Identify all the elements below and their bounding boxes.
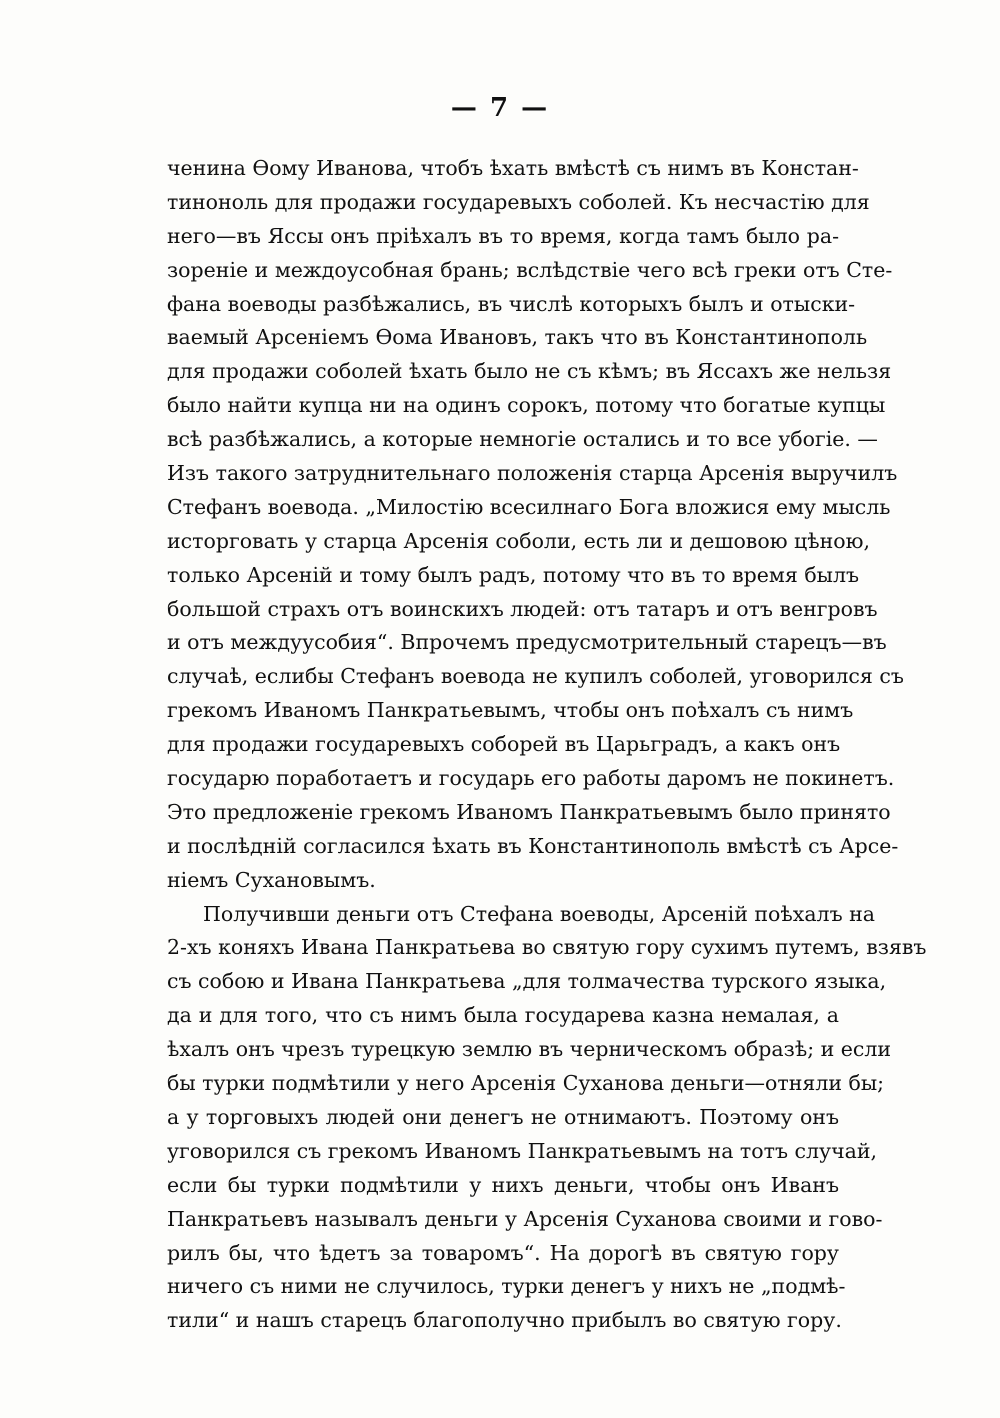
text-line: всѣ разбѣжались, а которые немногіе остались и то все убогіе. — [167,427,878,452]
text-line: если бы турки подмѣтили у нихъ деньги, чтобы онъ Иванъ [167,1172,839,1197]
text-line: было найти купца ни на одинъ сорокъ, потому что богатые купцы [167,393,886,418]
text-line: большой страхъ отъ воинскихъ людей: отъ татаръ и отъ венгровъ [167,596,878,621]
text-line: съ собою и Ивана Панкратьева „для толмачества турского языка, [167,969,887,994]
text-line: для продажи государевыхъ соборей въ Царьградъ, а какъ онъ [167,732,841,757]
text-line: Панкратьевъ называлъ деньги у Арсенія Суханова своими и гово- [167,1206,883,1231]
text-line: да и для того, что съ нимъ была государева казна немалая, а [167,1003,839,1028]
text-line: тили“ и нашъ старецъ благополучно прибылъ во святую гору. [167,1308,842,1333]
text-line: ваемый Арсеніемъ Өома Ивановъ, такъ что въ Константинополь [167,325,868,350]
body-text [167,152,927,1338]
text-line: ничего съ ними не случилось, турки денегъ у нихъ не „подмѣ- [167,1274,846,1299]
text-line: фана воеводы разбѣжались, въ числѣ которыхъ былъ и отыски- [167,291,856,316]
text-line: ченина Өому Иванова, чтобъ ѣхать вмѣстѣ съ нимъ въ Констан- [167,156,859,180]
text-line: грекомъ Иваномъ Панкратьевымъ, чтобы онъ поѣхалъ съ нимъ [167,698,854,723]
text-line: а у торговыхъ людей они денегъ не отнимаютъ. Поэтому онъ [167,1104,839,1129]
text-line: тиноноль для продажи государевыхъ соболей. Къ несчастію для [167,189,870,214]
text-line: 2-хъ коняхъ Ивана Панкратьева во святую гору сухимъ путемъ, взявъ [167,935,927,960]
text-line: и послѣдній согласился ѣхать въ Константинополь вмѣстѣ съ Арсе- [167,833,899,858]
text-line: ѣхалъ онъ чрезъ турецкую землю въ черническомъ образѣ; и если [167,1037,892,1062]
text-line: Изъ такого затруднительнаго положенія старца Арсенія выручилъ [167,461,898,486]
paragraph-first-line: Получивши деньги отъ Стефана воеводы, Арсеній поѣхалъ на [203,901,876,926]
text-line: рилъ бы, что ѣдетъ за товаромъ“. На дорогѣ въ святую гору [167,1240,839,1265]
text-line: Это предложеніе грекомъ Иваномъ Панкратьевымъ было принято [167,799,891,824]
text-line: ніемъ Сухановымъ. [167,867,376,892]
text-line: и отъ междуусобия“. Впрочемъ предусмотрительный старецъ—въ [167,630,887,655]
text-line: случаѣ, еслибы Стефанъ воевода не купилъ соболей, уговорился съ [167,664,904,689]
page-number: — 7 — [450,93,550,123]
text-line: него—въ Яссы онъ пріѣхалъ въ то время, когда тамъ было ра- [167,223,839,248]
text-line: для продажи соболей ѣхать было не съ кѣмъ; въ Яссахъ же нельзя [167,359,892,384]
text-line: бы турки подмѣтили у него Арсенія Суханова деньги—отняли бы; [167,1071,885,1096]
text-line: зореніе и междоусобная брань; вслѣдствіе чего всѣ греки отъ Сте- [167,257,893,282]
text-line: уговорился съ грекомъ Иваномъ Панкратьевымъ на тотъ случай, [167,1138,878,1163]
text-line: государю поработаетъ и государь его работы даромъ не покинетъ. [167,766,895,791]
text-line: Стефанъ воевода. „Милостію всесилнаго Бога вложися ему мысль [167,494,891,519]
text-line: исторговать у старца Арсенія соболи, есть ли и дешовою цѣною, [167,528,870,553]
text-line: только Арсеній и тому былъ радъ, потому что въ то время былъ [167,562,860,587]
